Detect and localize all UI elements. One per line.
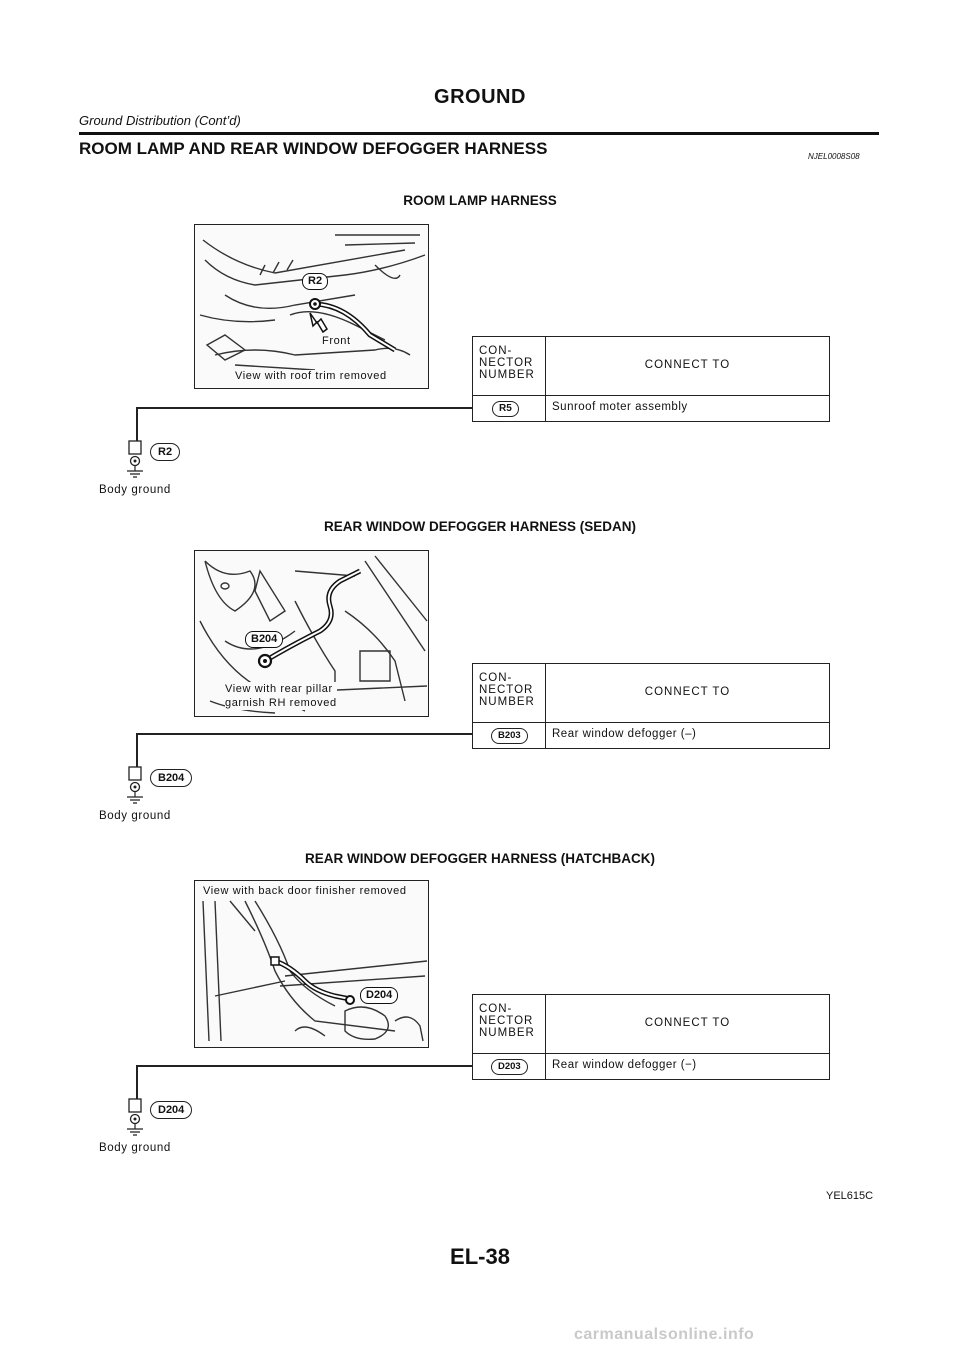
table-header-connector-number: CON- NECTOR NUMBER: [479, 1003, 535, 1039]
ground-label: Body ground: [99, 484, 171, 496]
table-header-connect-to: CONNECT TO: [644, 359, 731, 371]
callout-d204: D204: [360, 987, 398, 1004]
page-subtitle: Ground Distribution (Cont’d): [79, 113, 241, 128]
caption-view: View with back door finisher removed: [203, 885, 407, 897]
connector-badge-b203: B203: [491, 728, 528, 744]
ground-wire-h: [136, 1065, 472, 1067]
ground-badge-d204: D204: [150, 1101, 192, 1119]
ground-wire-v: [136, 1065, 138, 1099]
page-number: EL-38: [450, 1244, 510, 1269]
ground-badge-r2: R2: [150, 443, 180, 461]
diagram-title-hatchback: REAR WINDOW DEFOGGER HARNESS (HATCHBACK): [305, 851, 655, 866]
back-door-illustration: [195, 881, 428, 1047]
connector-table-sedan: [472, 663, 830, 749]
photo-sedan: [194, 550, 429, 717]
ground-wire-h: [136, 733, 472, 735]
watermark: carmanualsonline.info: [574, 1326, 755, 1343]
diagram-title-sedan: REAR WINDOW DEFOGGER HARNESS (SEDAN): [323, 519, 636, 534]
connect-to-value: Rear window defogger (–): [552, 728, 697, 740]
caption-view: View with rear pillar garnish RH removed: [225, 683, 337, 709]
connect-to-value: Sunroof moter assembly: [552, 401, 688, 413]
roof-illustration: [195, 225, 428, 388]
section-heading: ROOM LAMP AND REAR WINDOW DEFOGGER HARNESS: [79, 139, 548, 158]
ground-label: Body ground: [99, 1142, 171, 1154]
connector-table-room-lamp: [472, 336, 830, 422]
figure-reference: YEL615C: [826, 1190, 874, 1202]
connector-table-hatchback: [472, 994, 830, 1080]
caption-view: View with roof trim removed: [235, 370, 387, 382]
connect-to-value: Rear window defogger (−): [552, 1059, 697, 1071]
photo-hatchback: [194, 880, 429, 1048]
callout-r2: R2: [302, 273, 328, 290]
page-title: GROUND: [434, 86, 526, 108]
table-header-connector-number: CON- NECTOR NUMBER: [479, 345, 535, 381]
table-header-connector-number: CON- NECTOR NUMBER: [479, 672, 535, 708]
table-header-connect-to: CONNECT TO: [644, 686, 731, 698]
ground-symbol-r2: [124, 440, 150, 478]
header-rule: [79, 132, 879, 135]
photo-room-lamp: [194, 224, 429, 389]
ground-wire-v: [136, 407, 138, 441]
caption-front: Front: [322, 335, 351, 347]
connector-badge-d203: D203: [491, 1059, 528, 1075]
ground-symbol-b204: [124, 766, 150, 804]
ground-badge-b204: B204: [150, 769, 192, 787]
ground-label: Body ground: [99, 810, 171, 822]
section-code: NJEL0008S08: [808, 152, 860, 161]
callout-b204: B204: [245, 631, 283, 648]
connector-badge-r5: R5: [492, 401, 519, 417]
table-header-connect-to: CONNECT TO: [644, 1017, 731, 1029]
ground-wire-v: [136, 733, 138, 767]
ground-symbol-d204: [124, 1098, 150, 1136]
diagram-title-room-lamp: ROOM LAMP HARNESS: [403, 193, 557, 208]
ground-wire-h: [136, 407, 472, 409]
